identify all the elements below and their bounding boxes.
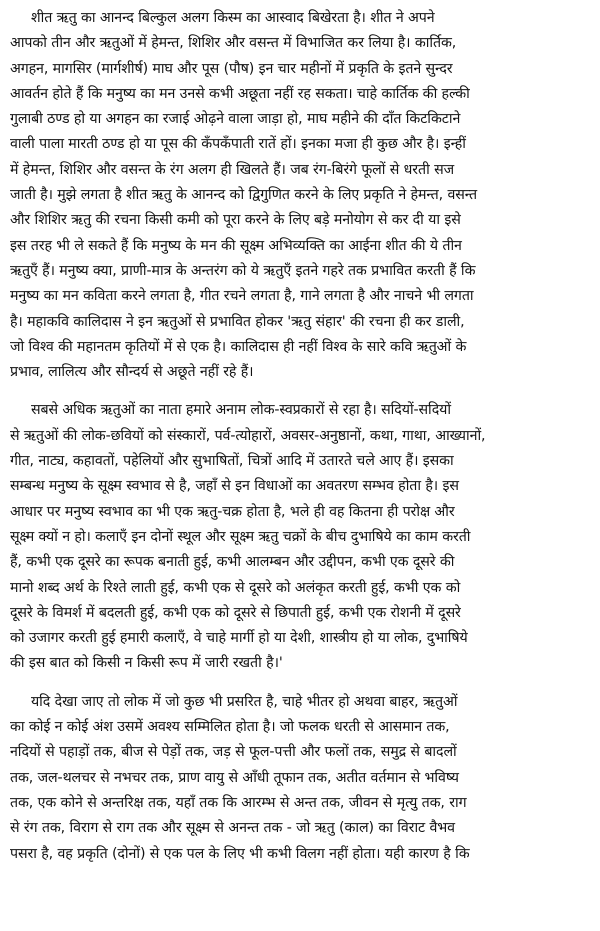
text-line: और शिशिर ऋतु की रचना किसी कमी को पूरा करने के लिए बड़े मनोयोग से कर दी या इसे <box>10 212 461 229</box>
text-line: है। महाकवि कालिदास ने इन ऋतुओं से प्रभावित होकर 'ऋतु संहार' की रचना ही कर डाली, <box>10 313 465 330</box>
text-line: शीत ऋतु का आनन्द बिल्कुल अलग किस्म का आस्वाद बिखेरता है। शीत ने अपने <box>31 10 435 26</box>
text-line: सूक्ष्म क्यों न हो। कलाएँ इन दोनों स्थूल और सूक्ष्म ऋतु चक्रों के बीच दुभाषिये का काम करती <box>10 528 471 545</box>
text-line: सबसे अधिक ऋतुओं का नाता हमारे अनाम लोक-स्वप्रकारों से रहा है। सदियों-सदियों <box>31 402 451 419</box>
text-line: वाली पाला मारती ठण्ड हो या पूस की कँपकँपाती रातें हों। इनका मजा ही कुछ और है। इन्हीं <box>10 136 466 153</box>
text-line: मानो शब्द अर्थ के रिश्ते लाती हुई, कभी एक से दूसरे को अलंकृत करती हुई, कभी एक को <box>10 579 461 596</box>
text-line: आवर्तन होते हैं कि मनुष्य का मन उनसे कभी अछूता नहीं रह सकता। चाहे कार्तिक की हल्की <box>10 85 470 102</box>
text-line: तक, एक कोने से अन्तरिक्ष तक, यहाँ तक कि आरम्भ से अन्त तक, जीवन से मृत्यु तक, राग <box>10 794 467 811</box>
text-line: तक, जल-थलचर से नभचर तक, प्राण वायु से आँधी तूफान तक, अतीत वर्तमान से भविष्य <box>10 769 459 786</box>
text-line: पसरा है, वह प्रकृति (दोनों) से एक पल के लिए भी कभी विलग नहीं होता। यही कारण है कि <box>10 845 470 862</box>
paragraph-winter-season <box>10 6 590 385</box>
paragraph-folk-arts <box>10 398 590 676</box>
text-line: ऋतुएँ हैं। मनुष्य क्या, प्राणी-मात्र के अन्तरंग को ये ऋतुएँ इतने गहरे तक प्रभावित करती हैं कि <box>10 262 476 279</box>
text-line: इस तरह भी ले सकते हैं कि मनुष्य के मन की सूक्ष्म अभिव्यक्ति का आईना शीत की ये तीन <box>10 237 462 254</box>
text-line: सम्बन्ध मनुष्य के सूक्ष्म स्वभाव से है, जहाँ से इन विधाओं का अवतरण सम्भव होता है। इस <box>10 478 459 495</box>
text-line: को उजागर करती हुई हमारी कलाएँ, वे चाहे मार्गी हो या देशी, शास्त्रीय हो या लोक, दुभाषिये <box>10 630 468 647</box>
text-line: दूसरे के विमर्श में बदलती हुई, कभी एक को दूसरे से छिपाती हुई, कभी एक रोशनी में दूसरे <box>10 604 461 621</box>
text-line: गीत, नाट्य, कहावतों, पहेलियों और सुभाषितों, चित्रों आदि में उतारते चले आए हैं। इसका <box>10 453 454 470</box>
text-line: अगहन, मागसिर (मार्गशीर्ष) माघ और पूस (पौष) इन चार महीनों में प्रकृति के इतने सुन्दर <box>10 60 453 77</box>
text-line: यदि देखा जाए तो लोक में जो कुछ भी प्रसरित है, चाहे भीतर हो अथवा बाहर, ऋतुओं <box>31 693 458 710</box>
text-line: नदियों से पहाड़ों तक, बीज से पेड़ों तक, जड़ से फूल-पत्ती और फलों तक, समुद्र से बादलों <box>10 744 457 761</box>
text-line: में हेमन्त, शिशिर और वसन्त के रंग अलग ही खिलते हैं। जब रंग-बिरंगे फूलों से धरती सज <box>10 161 454 178</box>
text-line: गुलाबी ठण्ड हो या अगहन का रजाई ओढ़ने वाला जाड़ा हो, माघ महीने की दाँत किटकिटाने <box>10 111 461 128</box>
text-line: से ऋतुओं की लोक-छवियों को संस्कारों, पर्व-त्योहारों, अवसर-अनुष्ठानों, कथा, गाथा, आख्यानों, <box>10 427 486 444</box>
text-line: आधार पर मनुष्य स्वभाव का भी एक ऋतु-चक्र होता है, भले ही वह कितना ही परोक्ष और <box>10 503 455 520</box>
text-line: की इस बात को किसी न किसी रूप में जारी रखती है।' <box>10 655 283 672</box>
text-line: आपको तीन और ऋतुओं में हेमन्त, शिशिर और वसन्त में विभाजित कर लिया है। कार्तिक, <box>10 35 457 52</box>
paragraph-seasons-everywhere <box>10 690 590 867</box>
text-line: हैं, कभी एक दूसरे का रूपक बनाती हुई, कभी आलम्बन और उद्दीपन, कभी एक दूसरे की <box>10 554 455 571</box>
text-line: मनुष्य का मन कविता करने लगता है, गीत रचने लगता है, गाने लगता है और नाचने भी लगता <box>10 288 474 305</box>
text-line: जाती है। मुझे लगता है शीत ऋतु के आनन्द को द्विगुणित करने के लिए प्रकृति ने हेमन्त, वसन्त <box>10 187 477 204</box>
text-line: का कोई न कोई अंश उसमें अवश्य सम्मिलित होता है। जो फलक धरती से आसमान तक, <box>10 719 450 736</box>
text-line: प्रभाव, लालित्य और सौन्दर्य से अछूते नहीं रहे हैं। <box>10 364 254 381</box>
text-line: से रंग तक, विराग से राग तक और सूक्ष्म से अनन्त तक - जो ऋतु (काल) का विराट वैभव <box>10 820 455 837</box>
text-line: जो विश्व की महानतम कृतियों में से एक है। कालिदास ही नहीं विश्व के सारे कवि ऋतुओं के <box>10 338 467 355</box>
